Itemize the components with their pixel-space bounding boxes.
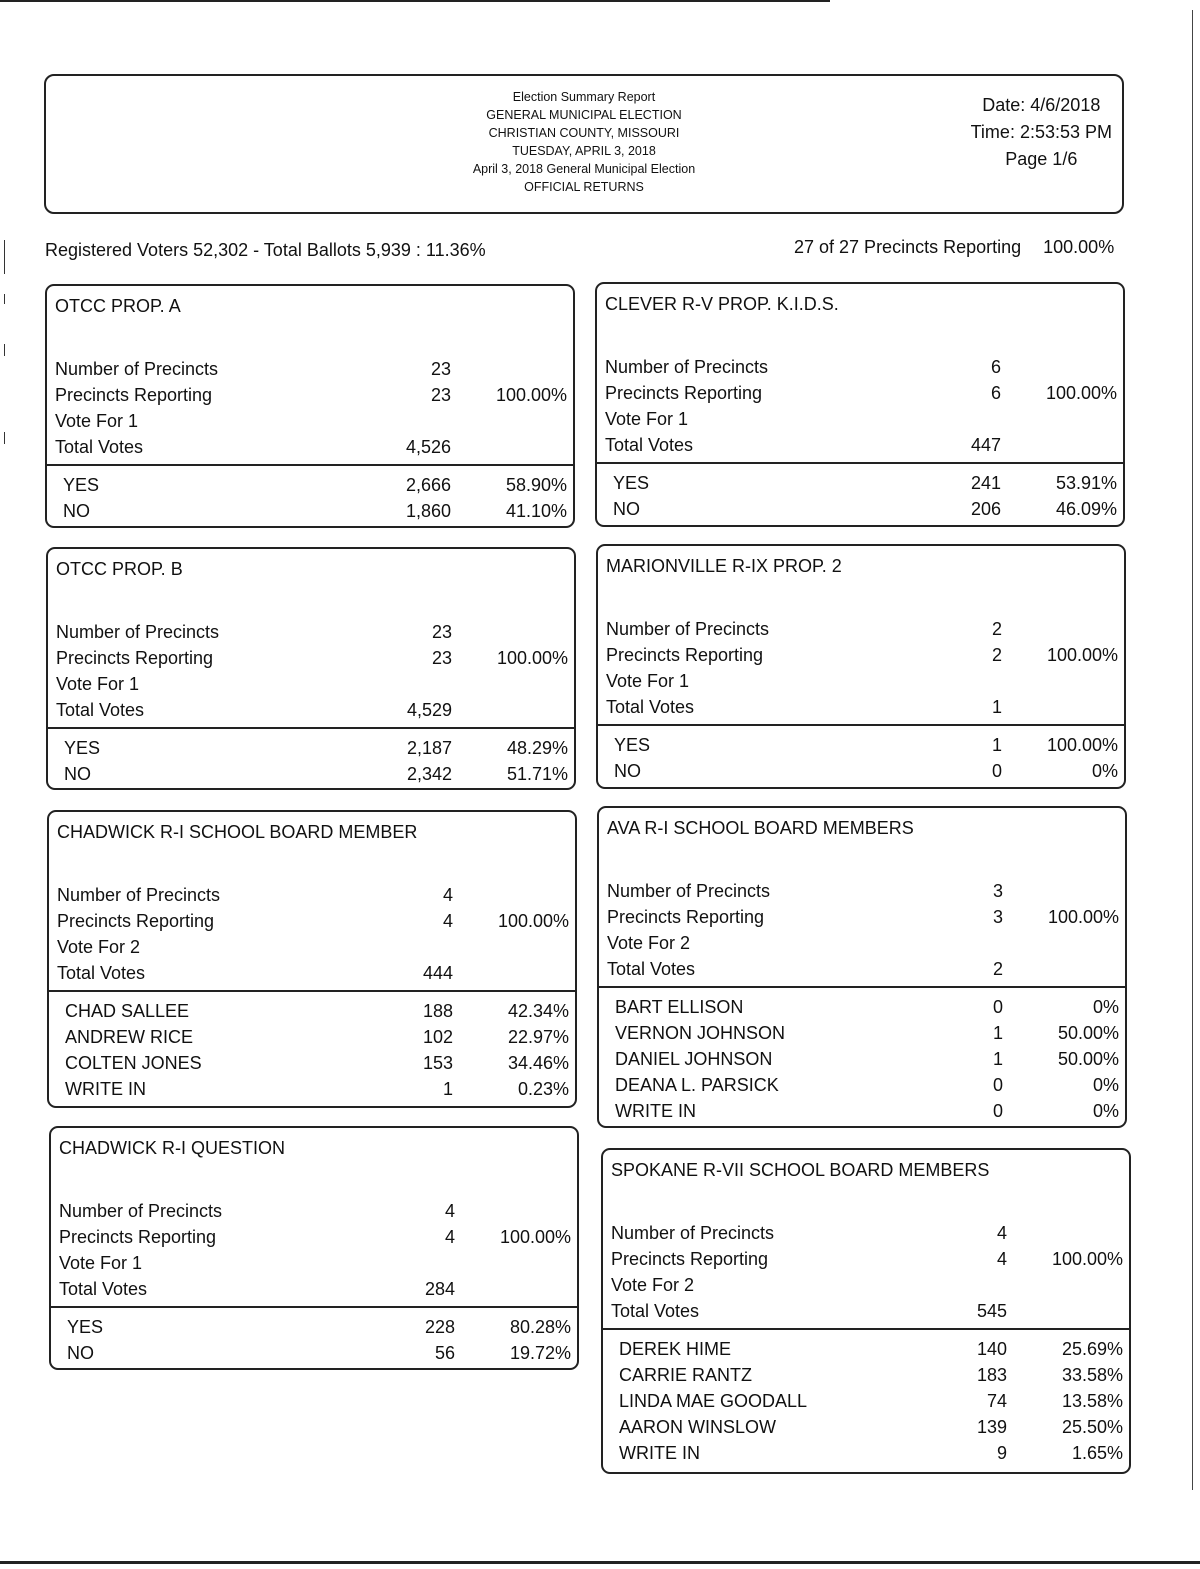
choice-row <box>619 1388 1129 1414</box>
contest-title: SPOKANE R-VII SCHOOL BOARD MEMBERS <box>611 1160 990 1180</box>
choice-name: VERNON JOHNSON <box>615 1023 786 1043</box>
choice-list <box>64 735 574 787</box>
contest-title: OTCC PROP. B <box>56 559 183 579</box>
contest-panel <box>46 547 576 790</box>
scan-margin-mark <box>4 344 5 356</box>
choice-name: ANDREW RICE <box>65 1027 194 1047</box>
precincts-reporting-value: 2 <box>991 645 1002 665</box>
number-of-precincts-value: 6 <box>990 357 1001 377</box>
precincts-reporting-label: Precincts Reporting <box>607 907 765 927</box>
contest-panel <box>49 1126 579 1370</box>
total-votes-value: 284 <box>424 1279 455 1299</box>
choice-row <box>619 1362 1129 1388</box>
number-of-precincts-value: 2 <box>991 619 1002 639</box>
choice-list <box>615 994 1125 1124</box>
number-of-precincts-value: 23 <box>430 359 451 379</box>
contest-title: CHADWICK R-I QUESTION <box>59 1138 286 1158</box>
choice-percent: 0% <box>1092 1101 1119 1121</box>
choice-row <box>64 735 574 761</box>
choice-votes: 74 <box>986 1391 1007 1411</box>
vote-for-row <box>607 930 1125 956</box>
report-title: Election Summary Report <box>512 90 656 104</box>
total-votes-value: 444 <box>422 963 453 983</box>
choice-row <box>65 1050 575 1076</box>
choice-list <box>67 1314 577 1366</box>
total-votes-value: 4,526 <box>405 437 451 457</box>
precincts-reporting-value: 6 <box>990 383 1001 403</box>
choice-row <box>64 761 574 787</box>
report-meta <box>971 92 1112 173</box>
contest-stats <box>605 354 1123 458</box>
total-votes-row <box>605 432 1123 458</box>
precincts-reporting-label: Precincts Reporting <box>55 385 213 405</box>
total-votes-label: Total Votes <box>59 1279 148 1299</box>
vote-for-label: Vote For 1 <box>59 1253 143 1273</box>
choice-votes: 241 <box>970 473 1001 493</box>
choice-name: BART ELLISON <box>615 997 744 1017</box>
choice-row <box>615 994 1125 1020</box>
number-of-precincts-label: Number of Precincts <box>611 1223 775 1243</box>
choice-list <box>614 732 1124 784</box>
choice-list <box>65 998 575 1102</box>
choice-name: DEREK HIME <box>619 1339 732 1359</box>
total-votes-row <box>611 1298 1129 1324</box>
number-of-precincts-label: Number of Precincts <box>56 622 220 642</box>
choice-row <box>614 758 1124 784</box>
choice-percent: 50.00% <box>1057 1049 1119 1069</box>
contest-stats <box>55 356 573 460</box>
registered-voters-summary: Registered Voters 52,302 - Total Ballots 5,939 : 11.36% <box>45 240 486 260</box>
precincts-reporting-percent: 100.00% <box>1047 907 1119 927</box>
choice-name: WRITE IN <box>619 1443 700 1463</box>
county-name: CHRISTIAN COUNTY, MISSOURI <box>488 126 680 140</box>
choice-row <box>614 732 1124 758</box>
choice-name: NO <box>614 761 641 781</box>
precincts-reporting-percent: 100.00% <box>1045 383 1117 403</box>
choice-percent: 46.09% <box>1055 499 1117 519</box>
precincts-reporting-row <box>59 1224 577 1250</box>
vote-for-row <box>57 934 575 960</box>
total-votes-value: 545 <box>976 1301 1007 1321</box>
total-votes-row <box>56 697 574 723</box>
choice-row <box>619 1336 1129 1362</box>
scan-margin-mark <box>4 240 5 274</box>
total-votes-label: Total Votes <box>55 437 144 457</box>
scan-margin-mark <box>4 432 5 444</box>
contest-panel <box>47 810 577 1108</box>
election-description: April 3, 2018 General Municipal Election <box>472 162 696 176</box>
election-name: GENERAL MUNICIPAL ELECTION <box>486 108 682 122</box>
number-of-precincts-value: 23 <box>431 622 452 642</box>
choice-percent: 53.91% <box>1055 473 1117 493</box>
precincts-reporting-label: Precincts Reporting <box>56 648 214 668</box>
precincts-reporting-percent: 100.00% <box>1046 645 1118 665</box>
number-of-precincts-label: Number of Precincts <box>607 881 771 901</box>
number-of-precincts-value: 4 <box>996 1223 1007 1243</box>
contest-panel <box>596 544 1126 789</box>
precincts-reporting-value: 23 <box>431 648 452 668</box>
choice-percent: 48.29% <box>506 738 568 758</box>
choice-name: YES <box>67 1317 104 1337</box>
page-number: Page 1/6 <box>1005 149 1078 169</box>
choice-name: NO <box>63 501 90 521</box>
total-votes-value: 2 <box>992 959 1003 979</box>
report-title-block <box>46 88 1122 196</box>
total-votes-value: 447 <box>970 435 1001 455</box>
choice-votes: 188 <box>422 1001 453 1021</box>
choice-votes: 102 <box>422 1027 453 1047</box>
choice-percent: 0.23% <box>517 1079 569 1099</box>
choice-name: WRITE IN <box>615 1101 696 1121</box>
choice-name: CHAD SALLEE <box>65 1001 190 1021</box>
contest-title: OTCC PROP. A <box>55 296 181 316</box>
precincts-reporting-row <box>606 642 1124 668</box>
precincts-reporting-value: 4 <box>996 1249 1007 1269</box>
precincts-reporting-label: Precincts Reporting <box>606 645 764 665</box>
total-votes-value: 1 <box>991 697 1002 717</box>
total-votes-value: 4,529 <box>406 700 452 720</box>
precincts-reporting-text: 27 of 27 Precincts Reporting <box>794 237 1022 257</box>
precincts-reporting-summary <box>794 237 1114 258</box>
choice-percent: 25.69% <box>1061 1339 1123 1359</box>
number-of-precincts-row <box>56 619 574 645</box>
choice-percent: 25.50% <box>1061 1417 1123 1437</box>
total-votes-label: Total Votes <box>611 1301 700 1321</box>
vote-for-label: Vote For 2 <box>57 937 141 957</box>
precincts-reporting-percent: 100.00% <box>497 911 569 931</box>
total-votes-row <box>55 434 573 460</box>
vote-for-row <box>56 671 574 697</box>
number-of-precincts-row <box>59 1198 577 1224</box>
choice-name: AARON WINSLOW <box>619 1417 777 1437</box>
choice-votes: 56 <box>434 1343 455 1363</box>
choice-votes: 1 <box>991 735 1002 755</box>
choice-name: NO <box>67 1343 94 1363</box>
number-of-precincts-row <box>57 882 575 908</box>
choice-percent: 0% <box>1091 761 1118 781</box>
contest-stats <box>57 882 575 986</box>
precincts-reporting-row <box>611 1246 1129 1272</box>
choice-name: DEANA L. PARSICK <box>615 1075 779 1095</box>
choice-votes: 1,860 <box>405 501 451 521</box>
vote-for-label: Vote For 1 <box>605 409 689 429</box>
choice-list <box>63 472 573 524</box>
choice-percent: 80.28% <box>509 1317 571 1337</box>
contest-stats <box>606 616 1124 720</box>
vote-for-label: Vote For 1 <box>55 411 139 431</box>
vote-for-row <box>605 406 1123 432</box>
choice-votes: 2,187 <box>406 738 452 758</box>
choice-percent: 19.72% <box>509 1343 571 1363</box>
contest-title: MARIONVILLE R-IX PROP. 2 <box>606 556 842 576</box>
vote-for-row <box>606 668 1124 694</box>
precincts-reporting-value: 3 <box>992 907 1003 927</box>
choice-row <box>65 1024 575 1050</box>
choice-name: YES <box>614 735 651 755</box>
choice-row <box>63 498 573 524</box>
precincts-reporting-percent: 100.00% <box>496 648 568 668</box>
total-votes-label: Total Votes <box>56 700 145 720</box>
choice-percent: 13.58% <box>1061 1391 1123 1411</box>
choice-row <box>63 472 573 498</box>
precincts-reporting-percent: 100.00% <box>499 1227 571 1247</box>
choice-votes: 0 <box>992 997 1003 1017</box>
report-date: Date: 4/6/2018 <box>982 95 1101 115</box>
results-divider <box>598 724 1124 726</box>
precincts-reporting-percent: 100.00% <box>1043 237 1115 257</box>
precincts-reporting-label: Precincts Reporting <box>605 383 763 403</box>
results-divider <box>48 727 574 729</box>
choice-name: CARRIE RANTZ <box>619 1365 753 1385</box>
scan-margin-mark <box>4 294 5 304</box>
choice-row <box>65 1076 575 1102</box>
contest-stats <box>607 878 1125 982</box>
choice-percent: 0% <box>1092 1075 1119 1095</box>
choice-percent: 100.00% <box>1046 735 1118 755</box>
choice-votes: 0 <box>992 1101 1003 1121</box>
results-divider <box>47 464 573 466</box>
number-of-precincts-row <box>607 878 1125 904</box>
number-of-precincts-row <box>606 616 1124 642</box>
number-of-precincts-label: Number of Precincts <box>55 359 219 379</box>
vote-for-row <box>59 1250 577 1276</box>
vote-for-label: Vote For 1 <box>56 674 140 694</box>
precincts-reporting-value: 4 <box>442 911 453 931</box>
choice-row <box>619 1414 1129 1440</box>
contest-panel <box>597 806 1127 1128</box>
choice-row <box>67 1314 577 1340</box>
total-votes-label: Total Votes <box>607 959 696 979</box>
contest-stats <box>59 1198 577 1302</box>
choice-row <box>613 470 1123 496</box>
vote-for-label: Vote For 2 <box>611 1275 695 1295</box>
choice-votes: 1 <box>442 1079 453 1099</box>
total-votes-row <box>59 1276 577 1302</box>
choice-votes: 139 <box>976 1417 1007 1437</box>
number-of-precincts-row <box>605 354 1123 380</box>
choice-votes: 140 <box>976 1339 1007 1359</box>
choice-votes: 0 <box>991 761 1002 781</box>
total-votes-label: Total Votes <box>606 697 695 717</box>
choice-percent: 34.46% <box>507 1053 569 1073</box>
total-votes-row <box>606 694 1124 720</box>
choice-votes: 183 <box>976 1365 1007 1385</box>
precincts-reporting-percent: 100.00% <box>495 385 567 405</box>
vote-for-row <box>55 408 573 434</box>
choice-votes: 2,342 <box>406 764 452 784</box>
choice-votes: 9 <box>996 1443 1007 1463</box>
precincts-reporting-row <box>57 908 575 934</box>
choice-votes: 153 <box>422 1053 453 1073</box>
choice-name: YES <box>613 473 650 493</box>
results-divider <box>597 462 1123 464</box>
choice-name: WRITE IN <box>65 1079 146 1099</box>
choice-percent: 42.34% <box>507 1001 569 1021</box>
election-date: TUESDAY, APRIL 3, 2018 <box>512 144 656 158</box>
choice-percent: 41.10% <box>505 501 567 521</box>
number-of-precincts-value: 4 <box>444 1201 455 1221</box>
precincts-reporting-label: Precincts Reporting <box>59 1227 217 1247</box>
vote-for-row <box>611 1272 1129 1298</box>
scan-top-edge <box>0 0 830 2</box>
precincts-reporting-value: 23 <box>430 385 451 405</box>
choice-name: COLTEN JONES <box>65 1053 202 1073</box>
number-of-precincts-value: 3 <box>992 881 1003 901</box>
precincts-reporting-row <box>56 645 574 671</box>
number-of-precincts-label: Number of Precincts <box>57 885 221 905</box>
choice-row <box>615 1072 1125 1098</box>
choice-row <box>619 1440 1129 1466</box>
precincts-reporting-percent: 100.00% <box>1051 1249 1123 1269</box>
choice-name: DANIEL JOHNSON <box>615 1049 773 1069</box>
contest-stats <box>56 619 574 723</box>
choice-row <box>613 496 1123 522</box>
results-divider <box>49 990 575 992</box>
results-divider <box>603 1328 1129 1330</box>
choice-name: YES <box>63 475 100 495</box>
number-of-precincts-value: 4 <box>442 885 453 905</box>
precincts-reporting-row <box>605 380 1123 406</box>
vote-for-label: Vote For 2 <box>607 933 691 953</box>
choice-votes: 228 <box>424 1317 455 1337</box>
choice-votes: 206 <box>970 499 1001 519</box>
report-time: Time: 2:53:53 PM <box>970 122 1112 142</box>
contest-title: AVA R-I SCHOOL BOARD MEMBERS <box>607 818 914 838</box>
choice-votes: 0 <box>992 1075 1003 1095</box>
choice-percent: 58.90% <box>505 475 567 495</box>
choice-row <box>615 1046 1125 1072</box>
contest-stats <box>611 1220 1129 1324</box>
scan-right-edge <box>1192 10 1193 1490</box>
report-header <box>44 74 1124 214</box>
scan-bottom-edge <box>0 1561 1200 1564</box>
number-of-precincts-row <box>55 356 573 382</box>
precincts-reporting-row <box>607 904 1125 930</box>
choice-list <box>613 470 1123 522</box>
contest-panel <box>45 284 575 528</box>
choice-votes: 2,666 <box>405 475 451 495</box>
total-votes-row <box>607 956 1125 982</box>
choice-row <box>615 1020 1125 1046</box>
contest-title: CHADWICK R-I SCHOOL BOARD MEMBER <box>57 822 418 842</box>
choice-name: NO <box>64 764 91 784</box>
contest-panel <box>601 1148 1131 1474</box>
returns-type: OFFICIAL RETURNS <box>524 180 644 194</box>
total-votes-label: Total Votes <box>605 435 694 455</box>
number-of-precincts-label: Number of Precincts <box>606 619 770 639</box>
choice-percent: 51.71% <box>506 764 568 784</box>
total-votes-label: Total Votes <box>57 963 146 983</box>
choice-name: NO <box>613 499 640 519</box>
choice-name: LINDA MAE GOODALL <box>619 1391 808 1411</box>
total-votes-row <box>57 960 575 986</box>
choice-percent: 50.00% <box>1057 1023 1119 1043</box>
results-divider <box>51 1306 577 1308</box>
precincts-reporting-value: 4 <box>444 1227 455 1247</box>
choice-row <box>615 1098 1125 1124</box>
choice-row <box>65 998 575 1024</box>
choice-votes: 1 <box>992 1023 1003 1043</box>
number-of-precincts-row <box>611 1220 1129 1246</box>
precincts-reporting-label: Precincts Reporting <box>611 1249 769 1269</box>
choice-name: YES <box>64 738 101 758</box>
contest-title: CLEVER R-V PROP. K.I.D.S. <box>605 294 839 314</box>
precincts-reporting-label: Precincts Reporting <box>57 911 215 931</box>
precincts-reporting-row <box>55 382 573 408</box>
choice-percent: 0% <box>1092 997 1119 1017</box>
contest-panel <box>595 282 1125 527</box>
choice-row <box>67 1340 577 1366</box>
results-divider <box>599 986 1125 988</box>
choice-percent: 22.97% <box>507 1027 569 1047</box>
vote-for-label: Vote For 1 <box>606 671 690 691</box>
choice-percent: 1.65% <box>1071 1443 1123 1463</box>
choice-percent: 33.58% <box>1061 1365 1123 1385</box>
number-of-precincts-label: Number of Precincts <box>59 1201 223 1221</box>
choice-votes: 1 <box>992 1049 1003 1069</box>
choice-list <box>619 1336 1129 1466</box>
number-of-precincts-label: Number of Precincts <box>605 357 769 377</box>
